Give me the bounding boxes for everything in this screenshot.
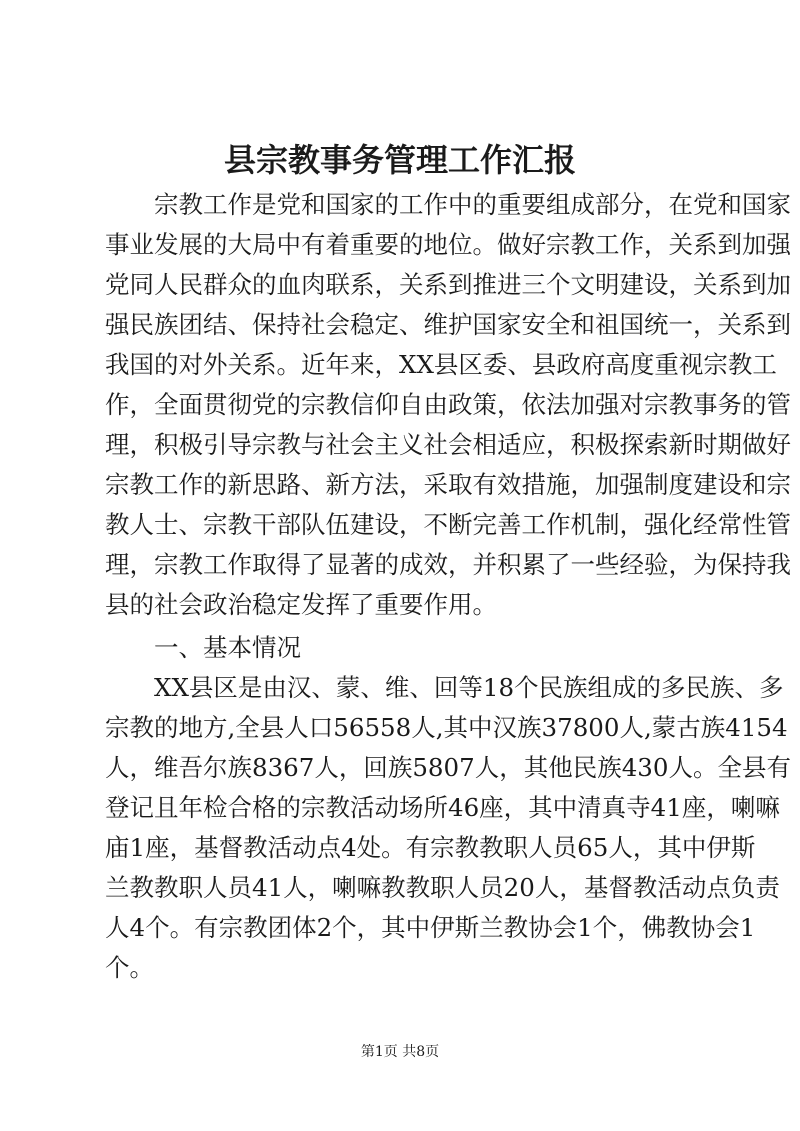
text-line: 登记且年检合格的宗教活动场所46座，其中清真寺41座，喇嘛 <box>105 793 780 822</box>
text-line: 理，积极引导宗教与社会主义社会相适应，积极探索新时期做好 <box>105 430 791 459</box>
text-line: 作，全面贯彻党的宗教信仰自由政策，依法加强对宗教事务的管 <box>105 390 791 419</box>
text-line: 事业发展的大局中有着重要的地位。做好宗教工作，关系到加强 <box>105 230 791 259</box>
section-basic-info <box>105 628 791 988</box>
document-title: 县宗教事务管理工作汇报 <box>223 141 576 179</box>
text-line: XX县区是由汉、蒙、维、回等18个民族组成的多民族、多 <box>154 673 784 702</box>
section-heading: 一、基本情况 <box>154 633 301 662</box>
text-line: 兰教教职人员41人，喇嘛教教职人员20人，基督教活动点负责 <box>105 873 780 902</box>
text-line: 人，维吾尔族8367人，回族5807人，其他民族430人。全县有 <box>105 753 791 782</box>
text-line: 人4个。有宗教团体2个，其中伊斯兰教协会1个，佛教协会1 <box>105 913 756 942</box>
page-number: 第1页 共8页 <box>360 1044 440 1060</box>
text-line: 教人士、宗教干部队伍建设，不断完善工作机制，强化经常性管 <box>105 510 791 539</box>
intro-paragraph <box>105 185 791 625</box>
text-line: 宗教的地方,全县人口56558人,其中汉族37800人,蒙古族4154 <box>105 713 788 742</box>
text-line: 宗教工作的新思路、新方法，采取有效措施，加强制度建设和宗 <box>105 470 791 499</box>
text-line: 我国的对外关系。近年来，XX县区委、县政府高度重视宗教工 <box>105 350 777 379</box>
text-line: 县的社会政治稳定发挥了重要作用。 <box>105 590 497 619</box>
text-line: 庙1座，基督教活动点4处。有宗教教职人员65人，其中伊斯 <box>105 833 756 862</box>
text-line: 个。 <box>105 953 154 982</box>
text-line: 党同人民群众的血肉联系，关系到推进三个文明建设，关系到加 <box>105 270 791 299</box>
text-line: 理，宗教工作取得了显著的成效，并积累了一些经验，为保持我 <box>105 550 791 579</box>
text-line: 宗教工作是党和国家的工作中的重要组成部分，在党和国家 <box>154 190 791 219</box>
text-line: 强民族团结、保持社会稳定、维护国家安全和祖国统一，关系到 <box>105 310 791 339</box>
